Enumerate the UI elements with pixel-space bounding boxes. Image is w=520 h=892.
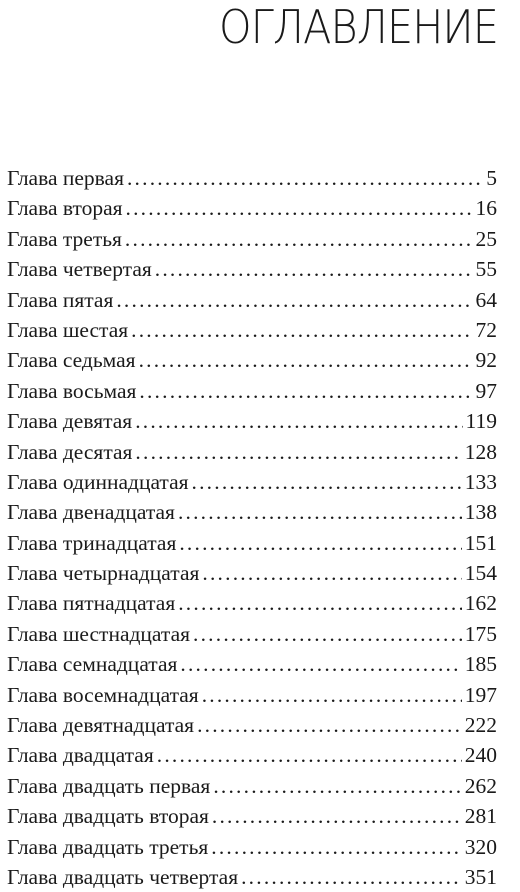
toc-entry-label: Глава шестнадцатая (7, 621, 191, 646)
toc-entry-label: Глава седьмая (7, 348, 136, 373)
dot-leader (139, 376, 472, 406)
toc-entry-page: 197 (464, 682, 497, 707)
toc-entry[interactable] (7, 285, 497, 315)
toc-entry-label: Глава восемнадцатая (7, 682, 199, 707)
dot-leader (202, 558, 461, 588)
toc-entry-page: 55 (475, 257, 497, 282)
toc-entry-page: 25 (475, 226, 497, 251)
dot-leader (127, 163, 483, 193)
toc-entry[interactable] (7, 740, 497, 770)
toc-entry[interactable] (7, 193, 497, 223)
dot-leader (179, 528, 461, 558)
toc-entry[interactable] (7, 832, 497, 862)
toc-entry[interactable] (7, 558, 497, 588)
dot-leader (155, 254, 473, 284)
dot-leader (178, 588, 462, 618)
toc-entry[interactable] (7, 224, 497, 254)
toc-entry-label: Глава пятая (7, 287, 114, 312)
dot-leader (211, 832, 461, 862)
toc-entry-label: Глава двадцать третья (7, 834, 209, 859)
page-title: ОГЛАВЛЕНИЕ (218, 0, 498, 54)
dot-leader (116, 285, 472, 315)
toc-entry-label: Глава восьмая (7, 378, 137, 403)
dot-leader (193, 619, 462, 649)
toc-entry[interactable] (7, 528, 497, 558)
toc-entry[interactable] (7, 649, 497, 679)
toc-entry-page: 133 (464, 469, 497, 494)
toc-entry[interactable] (7, 163, 497, 193)
toc-entry-label: Глава девятнадцатая (7, 713, 195, 738)
dot-leader (178, 497, 462, 527)
toc-entry-page: 119 (465, 409, 497, 434)
toc-entry-label: Глава шестая (7, 317, 129, 342)
toc-entry-page: 16 (475, 196, 497, 221)
toc-entry-page: 128 (464, 439, 497, 464)
toc-entry-page: 97 (475, 378, 497, 403)
toc-entry[interactable] (7, 619, 497, 649)
toc-entry[interactable] (7, 376, 497, 406)
dot-leader (180, 649, 461, 679)
toc-entry[interactable] (7, 497, 497, 527)
toc-entry-label: Глава двадцать вторая (7, 804, 209, 829)
toc-entry-label: Глава двадцать четвертая (7, 864, 239, 889)
dot-leader (192, 467, 462, 497)
toc-entry-page: 5 (486, 166, 497, 190)
toc-entry-page: 175 (464, 621, 497, 646)
toc-entry-label: Глава одиннадцатая (7, 469, 189, 494)
toc-entry[interactable] (7, 467, 497, 497)
toc-entry[interactable] (7, 437, 497, 467)
dot-leader (131, 315, 472, 345)
toc-entry-page: 262 (464, 773, 497, 798)
toc-entry[interactable] (7, 588, 497, 618)
dot-leader (202, 680, 462, 710)
dot-leader (126, 193, 473, 223)
dot-leader (213, 771, 461, 801)
toc-entry[interactable] (7, 254, 497, 284)
toc-entry-page: 64 (475, 287, 497, 312)
toc-entry[interactable] (7, 680, 497, 710)
toc-entry[interactable] (7, 406, 497, 436)
toc-entry-page: 72 (475, 317, 497, 342)
toc-entry-page: 92 (475, 348, 497, 373)
toc-entry-label: Глава двадцатая (7, 743, 154, 768)
dot-leader (157, 740, 462, 770)
toc-entry-label: Глава тринадцатая (7, 530, 177, 555)
dot-leader (135, 406, 462, 436)
toc-entry-label: Глава двадцать первая (7, 773, 211, 798)
toc-entry-page: 281 (464, 804, 497, 829)
dot-leader (241, 862, 462, 892)
toc-entry-page: 222 (464, 713, 497, 738)
toc-entry-label: Глава четырнадцатая (7, 561, 200, 586)
toc-entry-page: 162 (464, 591, 497, 616)
toc-entry-label: Глава десятая (7, 439, 133, 464)
toc-entry-label: Глава четвертая (7, 257, 152, 282)
toc-entry[interactable] (7, 771, 497, 801)
dot-leader (139, 345, 473, 375)
toc-entry-page: 185 (464, 652, 497, 677)
toc-entry-label: Глава семнадцатая (7, 652, 178, 677)
toc-entry-label: Глава первая (7, 166, 124, 190)
toc-list (7, 163, 497, 892)
dot-leader (135, 437, 461, 467)
dot-leader (197, 710, 462, 740)
toc-entry[interactable] (7, 710, 497, 740)
toc-entry-page: 151 (464, 530, 497, 555)
toc-entry-page: 320 (464, 834, 497, 859)
toc-entry-page: 351 (464, 864, 497, 889)
toc-entry[interactable] (7, 315, 497, 345)
toc-entry-page: 240 (464, 743, 497, 768)
toc-entry-label: Глава девятая (7, 409, 133, 434)
toc-entry-label: Глава вторая (7, 196, 123, 221)
toc-entry[interactable] (7, 345, 497, 375)
toc-entry-label: Глава двенадцатая (7, 500, 175, 525)
toc-entry-page: 154 (464, 561, 497, 586)
toc-entry-label: Глава пятнадцатая (7, 591, 176, 616)
toc-entry-label: Глава третья (7, 226, 122, 251)
toc-entry[interactable] (7, 862, 497, 892)
dot-leader (125, 224, 473, 254)
toc-entry-page: 138 (464, 500, 497, 525)
toc-entry[interactable] (7, 801, 497, 831)
dot-leader (212, 801, 462, 831)
